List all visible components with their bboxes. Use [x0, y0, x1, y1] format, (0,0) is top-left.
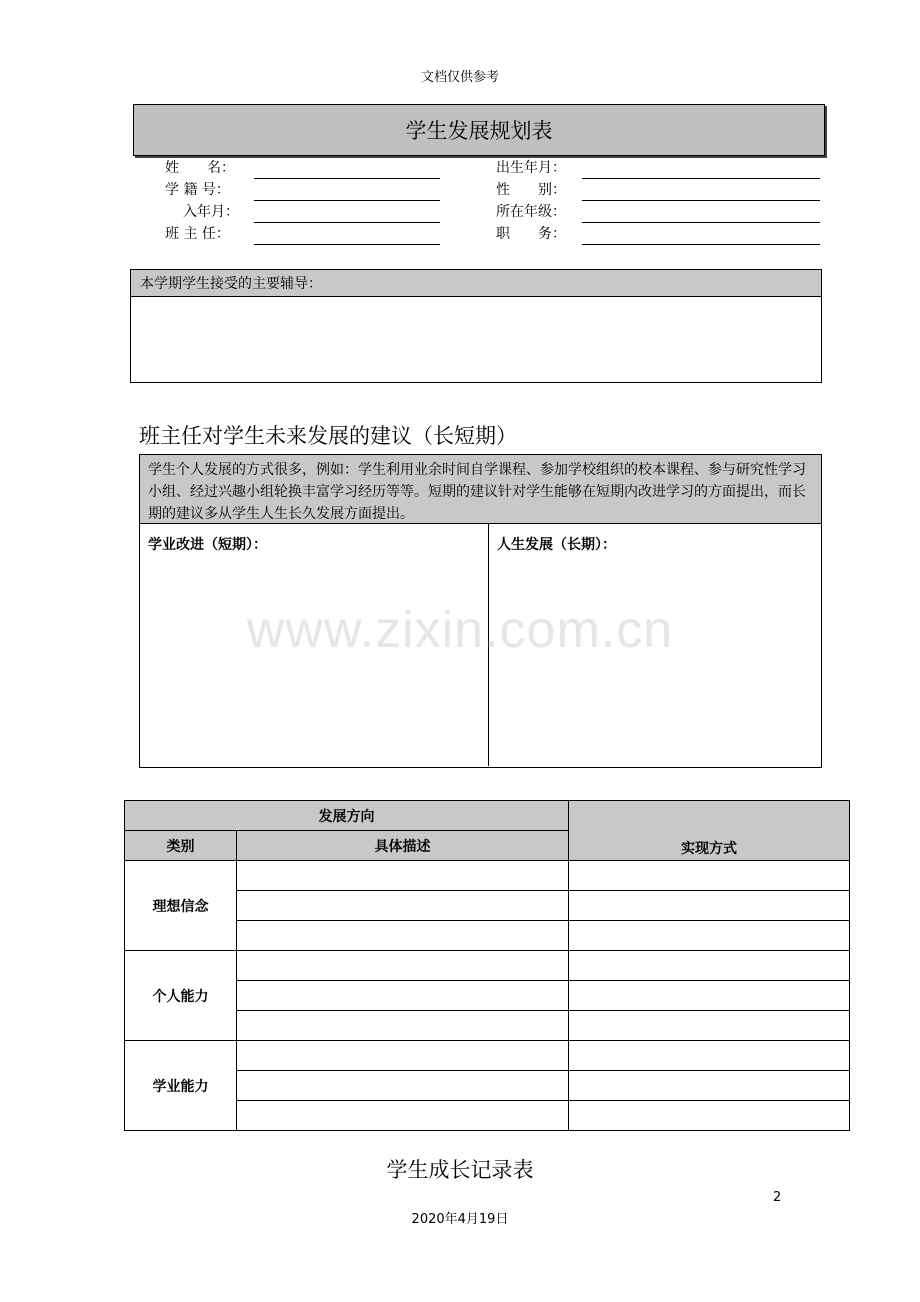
description-cell[interactable] [237, 1071, 569, 1101]
position-field[interactable] [582, 244, 820, 245]
student-id-label: 学 籍 号： [165, 182, 230, 198]
grade-field[interactable] [582, 222, 820, 223]
description-cell[interactable] [237, 951, 569, 981]
gender-label: 性 别： [496, 182, 566, 198]
category-personal-ability: 个人能力 [125, 951, 237, 1041]
method-cell[interactable] [569, 981, 850, 1011]
guidance-label: 本学期学生接受的主要辅导： [131, 270, 821, 297]
method-cell[interactable] [569, 1071, 850, 1101]
description-header: 具体描述 [237, 831, 569, 861]
student-id-field[interactable] [254, 200, 440, 201]
description-cell[interactable] [237, 891, 569, 921]
watermark: www.zixin.com.cn [246, 601, 674, 659]
head-teacher-label: 班 主 任： [165, 226, 230, 242]
method-cell[interactable] [569, 921, 850, 951]
guidance-box [130, 269, 822, 383]
grade-label: 所在年级： [496, 204, 566, 220]
gender-field[interactable] [582, 200, 820, 201]
page-number: 2 [773, 1190, 782, 1205]
development-table [124, 800, 850, 1131]
growth-record-title: 学生成长记录表 [386, 1158, 534, 1182]
position-label: 职 务： [496, 226, 566, 242]
birth-date-field[interactable] [582, 178, 820, 179]
head-teacher-field[interactable] [254, 244, 440, 245]
short-term-label: 学业改进（短期）： [148, 537, 267, 553]
advice-description: 学生个人发展的方式很多，例如：学生利用业余时间自学课程、参加学校组织的校本课程、参与研究性学习小组、经过兴趣小组轮换丰富学习经历等等。短期的建议针对学生能够在短期内改进学习的方面提出，而长期的建议多从学生人生长久发展方面提出。 [140, 455, 821, 524]
method-cell[interactable] [569, 1101, 850, 1131]
guidance-input[interactable] [131, 297, 821, 382]
description-cell[interactable] [237, 1101, 569, 1131]
method-cell[interactable] [569, 951, 850, 981]
name-label: 姓 名： [165, 160, 235, 176]
long-term-label: 人生发展（长期）： [497, 537, 616, 553]
description-cell[interactable] [237, 1011, 569, 1041]
form-title: 学生发展规划表 [133, 104, 825, 156]
category-header: 类别 [125, 831, 237, 861]
description-cell[interactable] [237, 921, 569, 951]
description-cell[interactable] [237, 981, 569, 1011]
category-ideals: 理想信念 [125, 861, 237, 951]
category-academic-ability: 学业能力 [125, 1041, 237, 1131]
enroll-date-field[interactable] [254, 222, 440, 223]
footer-date: 2020年4月19日 [411, 1212, 509, 1227]
birth-date-label: 出生年月： [496, 160, 566, 176]
description-cell[interactable] [237, 1041, 569, 1071]
description-cell[interactable] [237, 861, 569, 891]
name-field[interactable] [254, 178, 440, 179]
direction-header: 发展方向 [125, 801, 569, 831]
method-cell[interactable] [569, 1041, 850, 1071]
method-cell[interactable] [569, 1011, 850, 1041]
header-note: 文档仅供参考 [420, 70, 499, 85]
method-cell[interactable] [569, 891, 850, 921]
method-header: 实现方式 [569, 801, 850, 861]
method-cell[interactable] [569, 861, 850, 891]
enroll-date-label: 入年月： [183, 204, 239, 220]
advice-title: 班主任对学生未来发展的建议（长短期） [139, 424, 517, 448]
